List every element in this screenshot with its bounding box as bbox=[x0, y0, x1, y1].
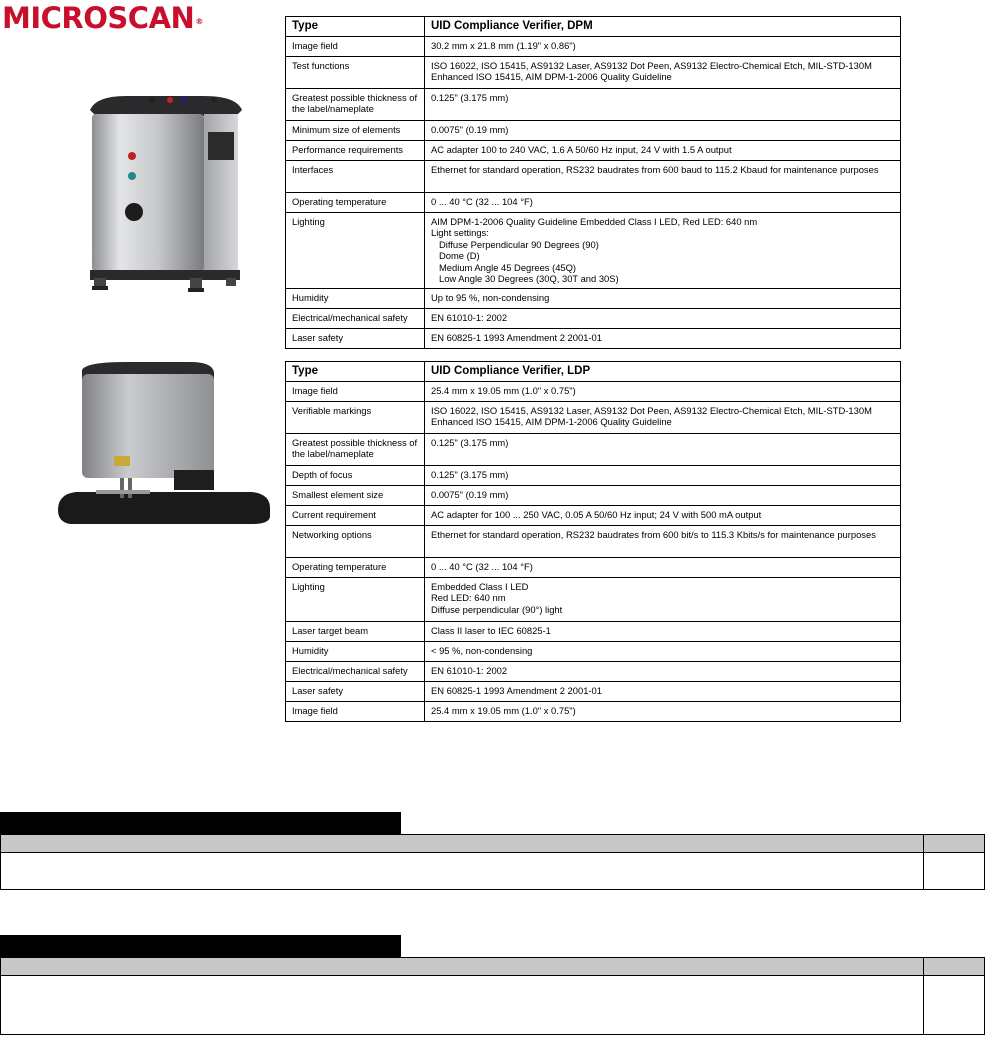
table-row bbox=[286, 433, 901, 465]
spec-label: Smallest element size bbox=[286, 485, 425, 505]
table-row bbox=[286, 288, 901, 308]
section-box bbox=[0, 834, 985, 890]
spec-value-line: 25.4 mm x 19.05 mm (1.0" x 0.75") bbox=[431, 704, 576, 716]
spec-value bbox=[425, 160, 901, 192]
spec-value-line: Class II laser to IEC 60825-1 bbox=[431, 624, 551, 636]
spec-label: Image field bbox=[286, 701, 425, 721]
spec-value-line: AIM DPM-1-2006 Quality Guideline Embedded Class I LED, Red LED: 640 nm bbox=[431, 215, 758, 227]
table-header-row bbox=[286, 362, 901, 382]
spec-value-line: 0.125" (3.175 mm) bbox=[431, 91, 509, 103]
spec-value-line: EN 61010-1: 2002 bbox=[431, 311, 508, 323]
table-row bbox=[286, 192, 901, 212]
spec-label: Humidity bbox=[286, 641, 425, 661]
spec-label: Operating temperature bbox=[286, 557, 425, 577]
type-label: Type bbox=[286, 17, 425, 37]
spec-label: Electrical/mechanical safety bbox=[286, 308, 425, 328]
section-box-body bbox=[1, 976, 984, 1035]
spec-value-line: 0.125" (3.175 mm) bbox=[431, 436, 509, 448]
spec-value-line: AC adapter for 100 ... 250 VAC, 0.05 A 50/60 Hz input; 24 V with 500 mA output bbox=[431, 508, 762, 520]
spec-value-line: 0.125" (3.175 mm) bbox=[431, 468, 509, 480]
dpm-verifier-image bbox=[86, 92, 246, 296]
spec-value bbox=[425, 485, 901, 505]
spec-label: Image field bbox=[286, 36, 425, 56]
spec-value-line: Ethernet for standard operation, RS232 baudrates from 600 bit/s to 115.3 Kbits/s for maintenance purposes bbox=[431, 528, 876, 540]
light-setting-item: Medium Angle 45 Degrees (45Q) bbox=[439, 261, 577, 273]
spec-label: Laser safety bbox=[286, 328, 425, 348]
spec-value bbox=[425, 401, 901, 433]
spec-value bbox=[425, 557, 901, 577]
table-row bbox=[286, 212, 901, 288]
table-row bbox=[286, 661, 901, 681]
table-row bbox=[286, 381, 901, 401]
spec-value bbox=[425, 56, 901, 88]
spec-value-line: Embedded Class I LED bbox=[431, 580, 529, 592]
spec-label: Minimum size of elements bbox=[286, 120, 425, 140]
spec-value bbox=[425, 505, 901, 525]
spec-value-line: 0 ... 40 °C (32 ... 104 °F) bbox=[431, 195, 533, 207]
spec-label: Operating temperature bbox=[286, 192, 425, 212]
section-box-header bbox=[1, 835, 984, 853]
spec-value bbox=[425, 621, 901, 641]
table-row bbox=[286, 621, 901, 641]
table-row bbox=[286, 308, 901, 328]
spec-value-line: ISO 16022, ISO 15415, AS9132 Laser, AS9132 Dot Peen, AS9132 Electro-Chemical Etch, MIL-STD-130M Enhanced ISO 15415, AIM DPM-1-2006 Quality Guideline bbox=[431, 59, 872, 82]
spec-label: Verifiable markings bbox=[286, 401, 425, 433]
table-header-row bbox=[286, 17, 901, 37]
spec-value-line: 0 ... 40 °C (32 ... 104 °F) bbox=[431, 560, 533, 572]
light-setting-item: Low Angle 30 Degrees (30Q, 30T and 30S) bbox=[439, 273, 619, 284]
spec-value bbox=[425, 641, 901, 661]
spec-label: Performance requirements bbox=[286, 140, 425, 160]
spec-value bbox=[425, 192, 901, 212]
spec-label: Humidity bbox=[286, 288, 425, 308]
spec-value bbox=[425, 88, 901, 120]
table-row bbox=[286, 88, 901, 120]
spec-value bbox=[425, 661, 901, 681]
spec-value-line: ISO 16022, ISO 15415, AS9132 Laser, AS9132 Dot Peen, AS9132 Electro-Chemical Etch, MIL-STD-130M Enhanced ISO 15415, AIM DPM-1-2006 Quality Guideline bbox=[431, 404, 872, 427]
spec-value bbox=[425, 308, 901, 328]
spec-label: Depth of focus bbox=[286, 465, 425, 485]
spec-label: Current requirement bbox=[286, 505, 425, 525]
spec-value bbox=[425, 36, 901, 56]
spec-label: Image field bbox=[286, 381, 425, 401]
spec-label: Electrical/mechanical safety bbox=[286, 661, 425, 681]
table-row bbox=[286, 701, 901, 721]
type-value: UID Compliance Verifier, DPM bbox=[425, 17, 901, 37]
section-box-header bbox=[1, 958, 984, 976]
spec-value-line: EN 60825-1 1993 Amendment 2 2001-01 bbox=[431, 684, 602, 696]
section-header-bar bbox=[0, 935, 401, 957]
spec-value-line: EN 61010-1: 2002 bbox=[431, 664, 508, 676]
section-box bbox=[0, 957, 985, 1035]
spec-label: Laser target beam bbox=[286, 621, 425, 641]
spec-value-line: Up to 95 %, non-condensing bbox=[431, 291, 550, 303]
spec-value bbox=[425, 288, 901, 308]
spec-label: Greatest possible thickness of the label/nameplate bbox=[286, 433, 425, 465]
spec-value bbox=[425, 525, 901, 557]
spec-value-line: Diffuse perpendicular (90°) light bbox=[431, 603, 563, 615]
type-value: UID Compliance Verifier, LDP bbox=[425, 362, 901, 382]
dpm-spec-table bbox=[285, 16, 901, 349]
light-setting-item: Dome (D) bbox=[439, 250, 480, 261]
spec-value bbox=[425, 140, 901, 160]
table-row bbox=[286, 56, 901, 88]
ldp-spec-table bbox=[285, 361, 901, 722]
table-row bbox=[286, 641, 901, 661]
spec-value-line: Light settings: bbox=[431, 227, 489, 238]
table-row bbox=[286, 485, 901, 505]
table-row bbox=[286, 525, 901, 557]
table-row bbox=[286, 577, 901, 621]
spec-value-line: 25.4 mm x 19.05 mm (1.0" x 0.75") bbox=[431, 384, 576, 396]
spec-value-line: < 95 %, non-condensing bbox=[431, 644, 533, 656]
microscan-logo: MICROSCAN® bbox=[2, 1, 203, 35]
spec-value bbox=[425, 701, 901, 721]
table-row bbox=[286, 557, 901, 577]
spec-label: Greatest possible thickness of the label/nameplate bbox=[286, 88, 425, 120]
spec-value bbox=[425, 433, 901, 465]
section-header-bar bbox=[0, 812, 401, 834]
type-label: Type bbox=[286, 362, 425, 382]
spec-value-line: 30.2 mm x 21.8 mm (1.19" x 0.86") bbox=[431, 39, 576, 51]
table-row bbox=[286, 160, 901, 192]
ldp-verifier-image bbox=[56, 360, 274, 530]
spec-value bbox=[425, 577, 901, 621]
spec-value bbox=[425, 381, 901, 401]
spec-value-line: Ethernet for standard operation, RS232 baudrates from 600 baud to 115.2 Kbaud for maintenance purposes bbox=[431, 163, 879, 175]
spec-label: Lighting bbox=[286, 212, 425, 288]
table-row bbox=[286, 36, 901, 56]
spec-label: Interfaces bbox=[286, 160, 425, 192]
spec-value-line: 0.0075" (0.19 mm) bbox=[431, 488, 509, 500]
spec-value-line: 0.0075" (0.19 mm) bbox=[431, 123, 509, 135]
spec-value bbox=[425, 681, 901, 701]
table-row bbox=[286, 328, 901, 348]
spec-value bbox=[425, 212, 901, 288]
table-row bbox=[286, 465, 901, 485]
spec-value-line: AC adapter 100 to 240 VAC, 1.6 A 50/60 Hz input, 24 V with 1.5 A output bbox=[431, 143, 732, 155]
spec-label: Laser safety bbox=[286, 681, 425, 701]
table-row bbox=[286, 401, 901, 433]
table-row bbox=[286, 140, 901, 160]
spec-label: Networking options bbox=[286, 525, 425, 557]
spec-value bbox=[425, 328, 901, 348]
table-row bbox=[286, 681, 901, 701]
spec-label: Lighting bbox=[286, 577, 425, 621]
light-setting-item: Diffuse Perpendicular 90 Degrees (90) bbox=[439, 238, 599, 250]
spec-value bbox=[425, 465, 901, 485]
spec-value bbox=[425, 120, 901, 140]
section-box-body bbox=[1, 853, 984, 890]
spec-value-line: Red LED: 640 nm bbox=[431, 592, 506, 603]
table-row bbox=[286, 505, 901, 525]
spec-label: Test functions bbox=[286, 56, 425, 88]
table-row bbox=[286, 120, 901, 140]
spec-value-line: EN 60825-1 1993 Amendment 2 2001-01 bbox=[431, 331, 602, 343]
